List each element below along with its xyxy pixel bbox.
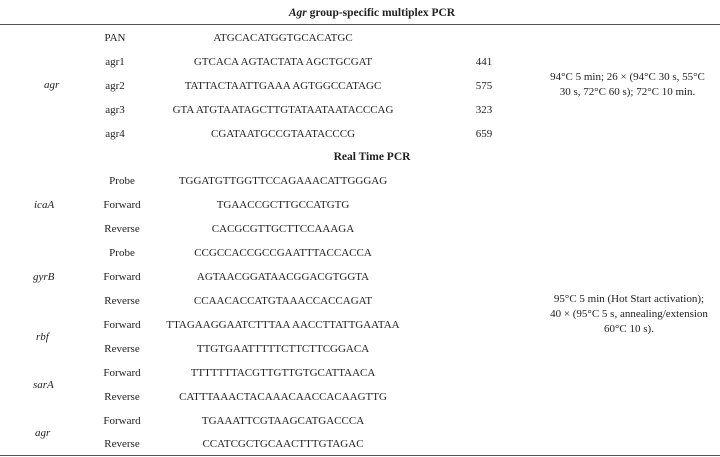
gene-label: agr <box>35 427 51 439</box>
primer-type: Reverse <box>104 438 140 450</box>
primer-type: Reverse <box>104 295 140 307</box>
primer-sequence: TTAGAAGGAATCTTTAA AACCTTATTGAATAA <box>166 319 400 331</box>
primer-sequence: AGTAACGGATAACGGACGTGGTA <box>196 271 370 283</box>
primer-sequence: TTTTTTTACGTTGTTGTGCATTAACA <box>190 367 376 379</box>
gene-label: icaA <box>34 199 55 211</box>
primer-type: Forward <box>103 271 141 283</box>
primer-sequence: CACGCGTTGCTTCCAAAGA <box>211 223 355 235</box>
product-size: 659 <box>475 128 493 140</box>
table-bottom-rule <box>0 455 720 456</box>
section2-conditions: 95°C 5 min (Hot Start activation); 40 × (95°C 5 s, annealing/extension 60°C 10 s). <box>550 293 708 335</box>
primer-label: agr1 <box>105 56 125 68</box>
primer-type: Reverse <box>104 223 140 235</box>
primer-sequence: CCATCGCTGCAACTTTGTAGAC <box>202 438 364 450</box>
primer-type: Forward <box>103 319 141 331</box>
primer-sequence: TGAACCGCTTGCCATGTG <box>216 199 350 211</box>
gene-label: rbf <box>36 331 49 343</box>
primer-type: Reverse <box>104 391 140 403</box>
product-size: 441 <box>475 56 493 68</box>
section1-rule <box>0 24 720 25</box>
primer-type: Reverse <box>104 343 140 355</box>
primer-sequence: CATTTAAACTACAAACAACCACAAGTTG <box>179 391 387 403</box>
section1-gene: agr <box>44 79 60 91</box>
primer-label: agr3 <box>105 104 125 116</box>
primer-sequence: TGGATGTTGGTTCCAGAAACATTGGGAG <box>178 175 388 187</box>
primer-label: agr2 <box>105 80 125 92</box>
primer-sequence: TTGTGAATTTTTCTTCTTCGGACA <box>196 343 370 355</box>
product-size: 575 <box>475 80 493 92</box>
primer-sequence: GTCACA AGTACTATA AGCTGCGAT <box>193 56 373 68</box>
gene-label: gyrB <box>33 271 55 283</box>
section1-title: Agr group-specific multiplex PCR <box>288 7 456 19</box>
primer-sequence: ATGCACATGGTGCACATGC <box>213 32 353 44</box>
primer-type: Forward <box>103 199 141 211</box>
primer-sequence: TGAAATTCGTAAGCATGACCCA <box>201 415 365 427</box>
primer-type: Probe <box>109 247 135 259</box>
primer-type: Forward <box>103 415 141 427</box>
primer-sequence: GTA ATGTAATAGCTTGTATAATAATACCCAG <box>172 104 394 116</box>
primer-sequence: CCAACACCATGTAAACCACCAGAT <box>193 295 373 307</box>
primer-label: PAN <box>104 32 126 44</box>
section1-conditions: 94°C 5 min; 26 × (94°C 30 s, 55°C 30 s, 72°C 60 s); 72°C 10 min. <box>550 71 705 98</box>
primer-sequence: CGATAATGCCGTAATACCCG <box>210 128 356 140</box>
primer-type: Probe <box>109 175 135 187</box>
gene-label: sarA <box>33 379 54 391</box>
product-size: 323 <box>475 104 493 116</box>
primer-label: agr4 <box>105 128 125 140</box>
primer-sequence: TATTACTAATTGAAA AGTGGCCATAGC <box>184 80 382 92</box>
primer-type: Forward <box>103 367 141 379</box>
primer-sequence: CCGCCACCGCCGAATTTACCACCA <box>194 247 372 259</box>
section2-title: Real Time PCR <box>333 151 411 163</box>
